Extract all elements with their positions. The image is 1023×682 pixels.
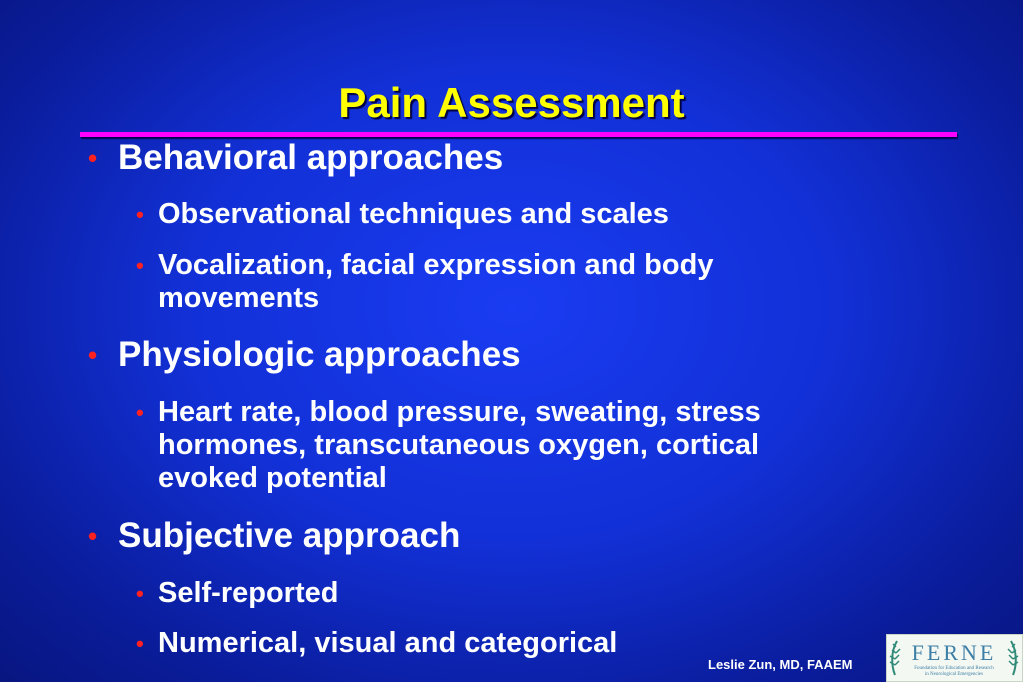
logo-tagline-1: Foundation for Education and Research (914, 666, 994, 671)
sub-bullet-heart-rate (136, 396, 896, 495)
footer-credit: Leslie Zun, MD, FAAEM (708, 657, 853, 672)
sub-bullet-vocalization (136, 249, 896, 315)
bullet-label: Physiologic approaches (118, 335, 521, 374)
sub-bullet-text-line: Vocalization, facial expression and body (158, 249, 714, 281)
slide-title: Pain Assessment (338, 79, 685, 126)
sub-bullet-self-reported (136, 577, 896, 610)
bullet-marker: • (88, 143, 98, 173)
bullet-marker: • (136, 631, 144, 656)
bullet-label: Subjective approach (118, 516, 461, 555)
sub-bullet-text-line: Heart rate, blood pressure, sweating, stress (158, 396, 761, 428)
sub-bullet-numerical (136, 627, 896, 660)
bullet-marker: • (136, 253, 144, 278)
bullet-marker: • (136, 581, 144, 606)
bullet-marker: • (88, 521, 98, 551)
bullet-marker: • (136, 202, 144, 227)
sub-bullet-text: Numerical, visual and categorical (158, 627, 618, 659)
bullet-behavioral (88, 138, 504, 178)
sub-bullet-text-line: evoked potential (158, 462, 387, 494)
sub-bullet-observational (136, 198, 896, 231)
bullet-label: Behavioral approaches (118, 138, 504, 177)
sub-bullet-text-line: hormones, transcutaneous oxygen, cortical (158, 429, 760, 461)
sub-bullet-text: Observational techniques and scales (158, 198, 669, 230)
sub-bullet-text: Self-reported (158, 577, 339, 609)
logo-letters: FERNE (911, 640, 997, 665)
ferne-logo (886, 634, 1023, 682)
bullet-marker: • (136, 400, 144, 425)
bullet-physiologic (88, 335, 521, 375)
bullet-marker: • (88, 340, 98, 370)
sub-bullet-text-line: movements (158, 282, 320, 314)
ferne-logo-image (887, 635, 1022, 681)
bullet-subjective (88, 516, 461, 556)
logo-tagline-2: in Neurological Emergencies (924, 672, 984, 677)
